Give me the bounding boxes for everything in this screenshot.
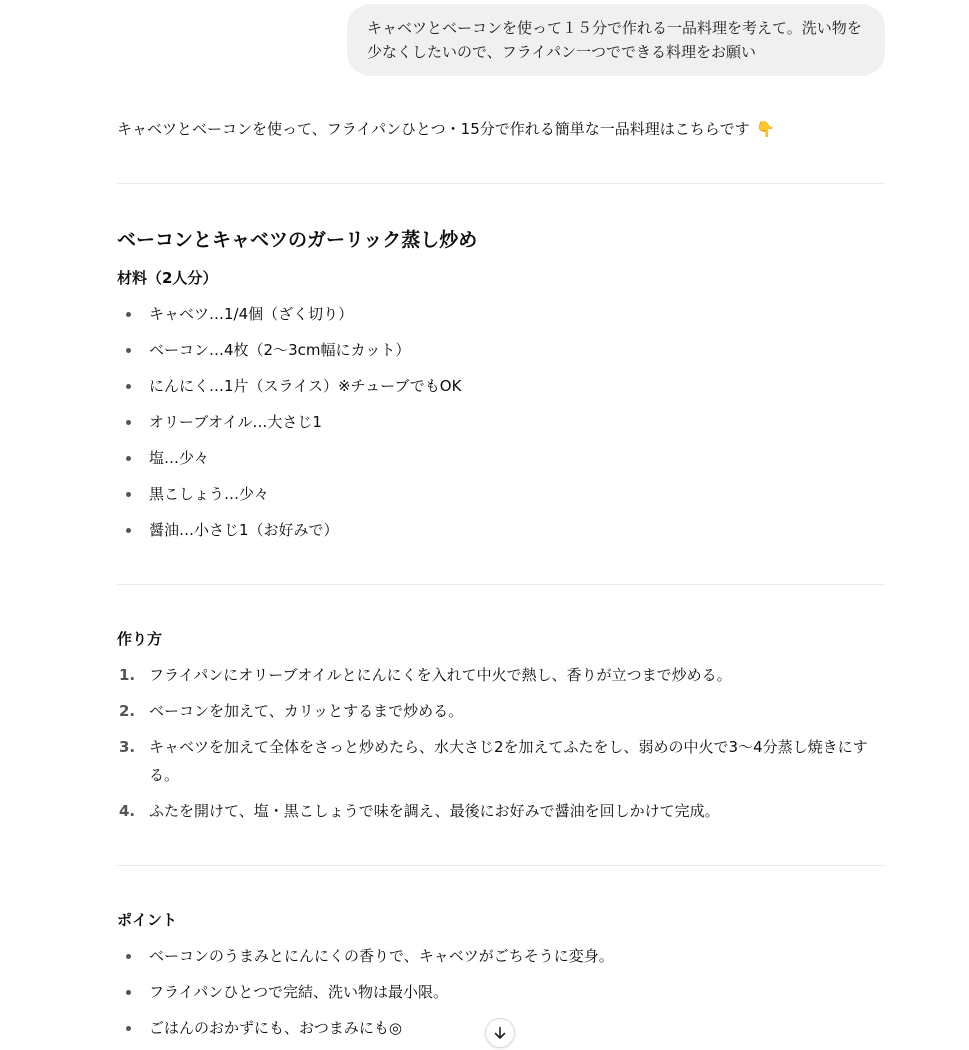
recipe-title: ベーコンとキャベツのガーリック蒸し炒め [117, 229, 478, 251]
user-message-line-2: 少なくしたいので、フライパン一つでできる料理をお願い [367, 43, 756, 61]
list-item [117, 661, 885, 689]
list-item: キャベツ…1/4個（ざく切り） [117, 300, 885, 328]
ingredients-heading: 材料（2人分） [117, 269, 218, 287]
list-item [117, 733, 885, 789]
step-text: フライパンにオリーブオイルとにんにくを入れて中火で熱し、香りが立つまで炒める。 [149, 666, 732, 684]
step-text: ベーコンを加えて、カリッとするまで炒める。 [149, 702, 464, 720]
step-text: キャベツを加えて全体をさっと炒めたら、水大さじ2を加えてふたをし、弱めの中火で3〜4分蒸し焼きにする。 [149, 738, 868, 784]
list-item: ベーコンのうまみとにんにくの香りで、キャベツがごちそうに変身。 [117, 942, 885, 970]
step-text: ふたを開けて、塩・黒こしょうで味を調え、最後にお好みで醤油を回しかけて完成。 [149, 802, 720, 820]
list-item [117, 697, 885, 725]
steps-list [117, 661, 885, 833]
user-message-bubble [347, 4, 885, 76]
ingredients-list [117, 300, 885, 552]
list-item: 塩…少々 [117, 444, 885, 472]
list-item: ベーコン…4枚（2〜3cm幅にカット） [117, 336, 885, 364]
list-item [117, 797, 885, 825]
list-item: 黒こしょう…少々 [117, 480, 885, 508]
step-number: 4. [119, 802, 136, 820]
step-number: 3. [119, 738, 136, 756]
pointing-down-emoji-icon: 👇 [756, 120, 776, 138]
section-divider [117, 183, 885, 184]
section-divider [117, 584, 885, 585]
intro-text: キャベツとベーコンを使って、フライパンひとつ・15分で作れる簡単な一品料理はこちらです [117, 120, 750, 138]
scroll-to-bottom-button[interactable] [485, 1018, 515, 1048]
list-item: オリーブオイル…大さじ1 [117, 408, 885, 436]
step-number: 2. [119, 702, 136, 720]
list-item: にんにく…1片（スライス）※チューブでもOK [117, 372, 885, 400]
list-item: フライパンひとつで完結、洗い物は最小限。 [117, 978, 885, 1006]
step-number: 1. [119, 666, 136, 684]
points-heading: ポイント [117, 911, 178, 929]
list-item: ごはんのおかずにも、おつまみにも◎ [117, 1014, 885, 1042]
list-item: 醤油…小さじ1（お好みで） [117, 516, 885, 544]
steps-heading: 作り方 [117, 630, 163, 648]
section-divider [117, 865, 885, 866]
user-message-line-1: キャベツとベーコンを使って１５分で作れる一品料理を考えて。洗い物を [367, 19, 862, 37]
arrow-down-icon [492, 1025, 508, 1041]
assistant-intro [117, 116, 885, 142]
